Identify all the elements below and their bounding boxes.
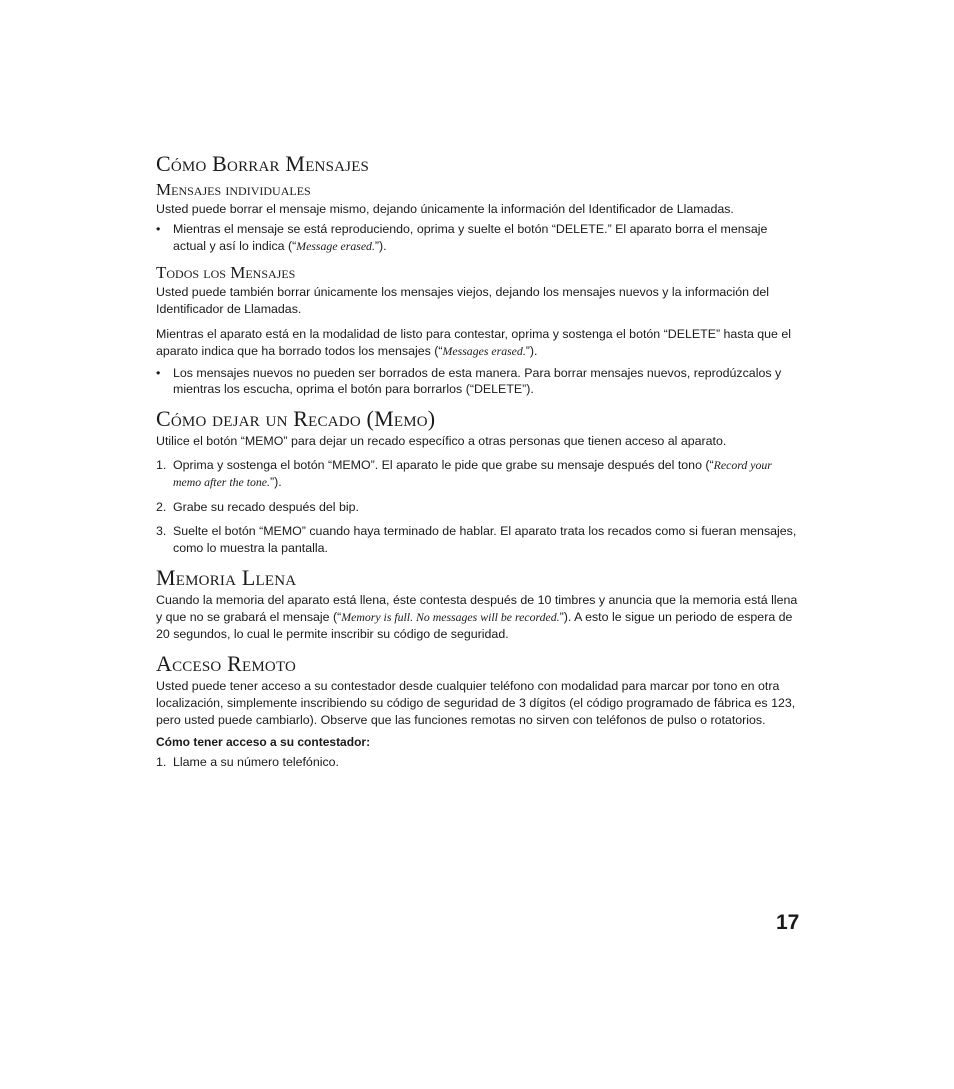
section-title-memoria-llena: Memoria Llena: [156, 564, 297, 590]
paragraph-todos-instruccion: Mientras el aparato está en la modalidad de listo para contestar, oprima y sostenga el botón “DELETE” hasta que el aparato indica que ha borrado todos los mensajes (“Messages erased.”).: [156, 326, 792, 358]
numbered-list-acceso: [156, 754, 802, 771]
list-item: 1. Oprima y sostenga el botón “MEMO”. El aparato le pide que grabe su mensaje después del tono (“Record your memo after the tone.”).: [156, 457, 772, 489]
section-title-dejar-recado: Cómo dejar un Recado (Memo): [156, 406, 436, 432]
list-item: 3. Suelte el botón “MEMO” cuando haya terminado de hablar. El aparato trata los recados como si fueran mensajes, como lo muestra la pantalla.: [156, 524, 797, 556]
display-message: Record your memo after the tone.: [173, 457, 772, 489]
list-item: • Mientras el mensaje se está reproduciendo, oprima y suelte el botón “DELETE.” El aparato borra el mensaje actual y así lo indica (“Message erased.”).: [156, 221, 802, 255]
page-content: [156, 151, 802, 770]
bullet-list-individuales: [156, 221, 802, 255]
section-title-borrar-mensajes: Cómo Borrar Mensajes: [156, 151, 370, 176]
paragraph-todos-intro: Usted puede también borrar únicamente los mensajes viejos, dejando los mensajes nuevos y la información del Identificador de Llamadas.: [156, 285, 769, 317]
bullet-list-todos: [156, 365, 802, 399]
subsection-title-mensajes-individuales: Mensajes individuales: [156, 180, 311, 199]
list-item: 1. Llame a su número telefónico.: [156, 754, 339, 769]
display-message: Memory is full. No messages will be recorded.: [341, 609, 560, 624]
paragraph-acceso-remoto: Usted puede tener acceso a su contestador desde cualquier teléfono con modalidad para marcar por tono en otra localización, simplemente inscribiendo su código de seguridad de 3 dígitos (el código programado de fábrica es 123, pero usted puede cambiarlo). Observe que las funciones remotas no sirven con teléfonos de pulso o rotatorios.: [156, 679, 796, 727]
section-title-acceso-remoto: Acceso Remoto: [156, 651, 297, 677]
paragraph-memoria-llena: Cuando la memoria del aparato está llena, éste contesta después de 10 timbres y anuncia que la memoria está llena y que no se grabará el mensaje (“Memory is full. No messages will be recorded.”). A esto le sigue un periodo de espera de 20 segundos, lo cual le permite inscribir su código de seguridad.: [156, 592, 798, 641]
paragraph-memo-intro: Utilice el botón “MEMO” para dejar un recado específico a otras personas que tienen acceso al aparato.: [156, 434, 727, 449]
paragraph-mensajes-individuales: Usted puede borrar el mensaje mismo, dejando únicamente la información del Identificador de Llamadas.: [156, 202, 734, 216]
list-item: 2. Grabe su recado después del bip.: [156, 499, 359, 514]
page-number: 17: [776, 911, 800, 934]
subheading-tener-acceso: Cómo tener acceso a su contestador:: [156, 734, 371, 749]
display-message: Message erased.: [296, 238, 375, 253]
subsection-title-todos-los-mensajes: Todos los Mensajes: [156, 263, 296, 283]
numbered-list-memo: [156, 457, 802, 557]
display-message: Messages erased.: [442, 343, 526, 358]
list-item: • Los mensajes nuevos no pueden ser borrados de esta manera. Para borrar mensajes nuevos, reprodúzcalos y mientras los escucha, oprima el botón para borrarlos (“DELETE”).: [156, 365, 802, 399]
